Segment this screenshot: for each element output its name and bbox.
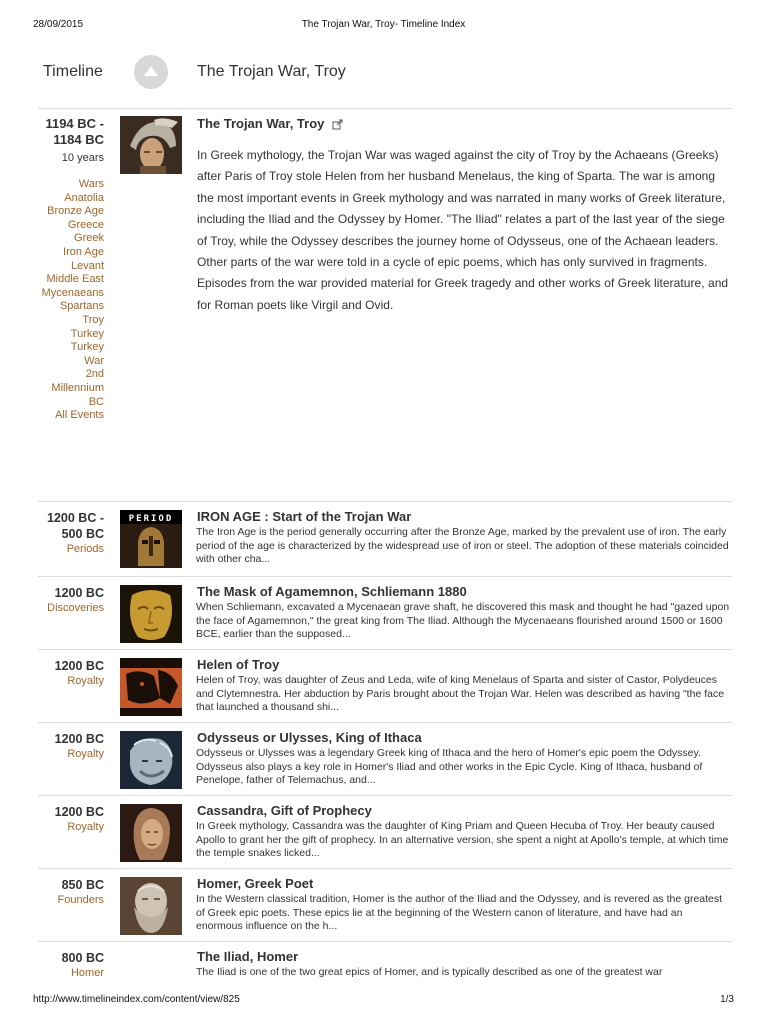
event-category-link[interactable]: Homer: [70, 967, 104, 979]
tag-link[interactable]: Turkey: [70, 341, 104, 354]
tag-link[interactable]: 2nd: [85, 368, 104, 381]
iron-age-helmet-image: [120, 510, 182, 568]
cassandra-sculpture-image: [120, 804, 182, 862]
tag-link[interactable]: Bronze Age: [47, 205, 104, 218]
warrior-helmet-image: [120, 116, 182, 174]
main-entry: [38, 116, 732, 446]
event-category-link[interactable]: Periods: [66, 543, 104, 555]
timeline-link[interactable]: Timeline: [43, 63, 103, 80]
divider: [38, 108, 732, 109]
event-date: 1200 BC Royalty: [38, 658, 104, 688]
event-date: 1200 BC Discoveries: [38, 585, 104, 615]
event-description: The Iliad is one of the two great epics of Homer, and is typically described as one of the greatest war: [196, 966, 663, 978]
print-footer: [33, 994, 734, 1008]
main-title[interactable]: The Trojan War, Troy: [197, 116, 343, 131]
event-description: Odysseus or Ulysses was a legendary Greek king of Ithaca and the hero of Homer's epic poem the Odyssey. Odysseus also plays a key role in Homer's Iliad and other works in the Epic Cycle. King of Ithaca, husband of Penelope, father of Telemachus, and...: [196, 747, 703, 787]
event-thumbnail[interactable]: [120, 585, 182, 643]
event-title[interactable]: Cassandra, Gift of Prophecy: [197, 803, 372, 818]
event-title[interactable]: IRON AGE : Start of the Trojan War: [197, 509, 412, 524]
tag-link[interactable]: Middle East: [46, 273, 104, 286]
print-url: http://www.timelineindex.com/content/view/825: [33, 994, 240, 1005]
event-row[interactable]: [38, 722, 732, 793]
greek-vase-figure-image: [120, 658, 182, 716]
event-row[interactable]: [38, 795, 732, 866]
event-category-link[interactable]: Royalty: [67, 748, 104, 760]
tag-link[interactable]: Troy: [82, 313, 104, 326]
event-category-link[interactable]: Discoveries: [47, 602, 104, 614]
tag-link[interactable]: War: [84, 354, 104, 367]
svg-text:PERIOD: PERIOD: [128, 514, 174, 524]
event-thumbnail[interactable]: [120, 510, 182, 568]
main-description: In Greek mythology, the Trojan War was waged against the city of Troy by the Achaeans (Greeks) after Paris of Troy stole Helen from her husband Menelaus, the king of Sparta. The war is among the most important events in Greek mythology and was narrated in many works of Greek literature, including the Iliad and the Odyssey by Homer. "The Iliad" relates a part of the last year of the siege of Troy, while the Odyssey describes the journey home of Odysseus, one of the Achaean leaders. Other parts of the war were told in a cycle of epic poems, which has only survived in fragments. Episodes from the war provided material for Greek tragedy and other works of Greek literature, and for Roman poets like Virgil and Ovid.: [197, 148, 729, 312]
event-row[interactable]: [38, 576, 732, 647]
event-category-link[interactable]: Royalty: [67, 675, 104, 687]
print-header: [33, 19, 734, 33]
event-row[interactable]: [38, 649, 732, 720]
event-description: In the Western classical tradition, Homer is the author of the Iliad and the Odyssey, and is revered as the greatest of Greek epic poets. These epics lie at the beginning of the Western canon of literature, and have had an enormous influence on the h...: [196, 893, 723, 933]
tag-link[interactable]: Levant: [70, 259, 104, 272]
event-description: The Iron Age is the period generally occurring after the Bronze Age, marked by the prevalent use of iron. The early period of the age is characterized by the widespread use of iron or steel. The adoption of these materials coincided with other cha...: [196, 526, 729, 566]
main-date-range: 1194 BC - 1184 BC: [45, 116, 104, 147]
scroll-up-button[interactable]: [134, 55, 168, 89]
tag-list: [38, 178, 104, 423]
tag-link[interactable]: Wars: [78, 178, 104, 190]
event-date: 800 BC Homer: [38, 950, 104, 980]
triangle-up-icon: [143, 64, 159, 78]
event-row[interactable]: [38, 868, 732, 939]
tag-link[interactable]: Spartans: [59, 300, 104, 313]
event-description: When Schliemann, excavated a Mycenaean grave shaft, he discovered this mask and thought he had "gazed upon the face of Agamemnon," the great king from The Iliad. Although the Mycenaeans flourished around 1500 or 1600 BCE, earlier than the supposed...: [196, 601, 730, 641]
event-title[interactable]: The Iliad, Homer: [197, 949, 299, 964]
page-title: The Trojan War, Troy: [197, 63, 346, 80]
tag-link[interactable]: BC: [88, 395, 104, 408]
event-thumbnail[interactable]: [120, 658, 182, 716]
event-thumbnail[interactable]: [120, 731, 182, 789]
gold-mask-image: [120, 585, 182, 643]
event-row[interactable]: [38, 501, 732, 572]
event-thumbnail[interactable]: [120, 877, 182, 935]
event-title[interactable]: The Mask of Agamemnon, Schliemann 1880: [197, 584, 467, 599]
tag-link[interactable]: Greek: [74, 232, 104, 245]
event-date: 1200 BC Royalty: [38, 804, 104, 834]
top-nav: [40, 55, 732, 91]
event-date: 1200 BC Royalty: [38, 731, 104, 761]
homer-bust-image: [120, 877, 182, 935]
event-category-link[interactable]: Founders: [57, 894, 104, 906]
tag-link[interactable]: Iron Age: [63, 245, 104, 258]
event-title[interactable]: Homer, Greek Poet: [197, 876, 314, 891]
external-link-icon[interactable]: [332, 119, 343, 130]
event-category-link[interactable]: Royalty: [67, 821, 104, 833]
print-title: The Trojan War, Troy- Timeline Index: [301, 19, 466, 30]
event-thumbnail[interactable]: [120, 804, 182, 862]
event-title[interactable]: Helen of Troy: [197, 657, 280, 672]
print-date: 28/09/2015: [33, 19, 84, 30]
tag-link[interactable]: Greece: [67, 218, 104, 231]
event-date: 850 BC Founders: [38, 877, 104, 907]
page-number: 1/3: [720, 994, 734, 1005]
tag-link[interactable]: Mycenaeans: [41, 286, 104, 299]
event-description: Helen of Troy, was daughter of Zeus and Leda, wife of king Menelaus of Sparta and sister of Castor, Polydeuces and Clytemnestra. Her abduction by Paris brought about the Trojan War. Helen was described as having "the face that launched a thousand shi...: [196, 674, 725, 714]
main-thumbnail: [120, 116, 182, 174]
event-description: In Greek mythology, Cassandra was the daughter of King Priam and Queen Hecuba of Troy. Her beauty caused Apollo to grant her the gift of prophecy. In an alternative version, she spent a night at Apollo's temple, at which time the temple snakes licked...: [196, 820, 729, 860]
event-row[interactable]: [38, 941, 732, 988]
event-title[interactable]: Odysseus or Ulysses, King of Ithaca: [197, 730, 422, 745]
odysseus-statue-image: [120, 731, 182, 789]
tag-link[interactable]: Turkey: [70, 327, 104, 340]
main-duration: 10 years: [61, 152, 104, 164]
tag-link[interactable]: Anatolia: [64, 191, 104, 204]
all-events-link[interactable]: All Events: [55, 409, 104, 422]
main-date-column: [38, 116, 104, 423]
tag-link[interactable]: Millennium: [51, 381, 104, 394]
event-date: 1200 BC - 500 BC Periods: [38, 510, 104, 556]
